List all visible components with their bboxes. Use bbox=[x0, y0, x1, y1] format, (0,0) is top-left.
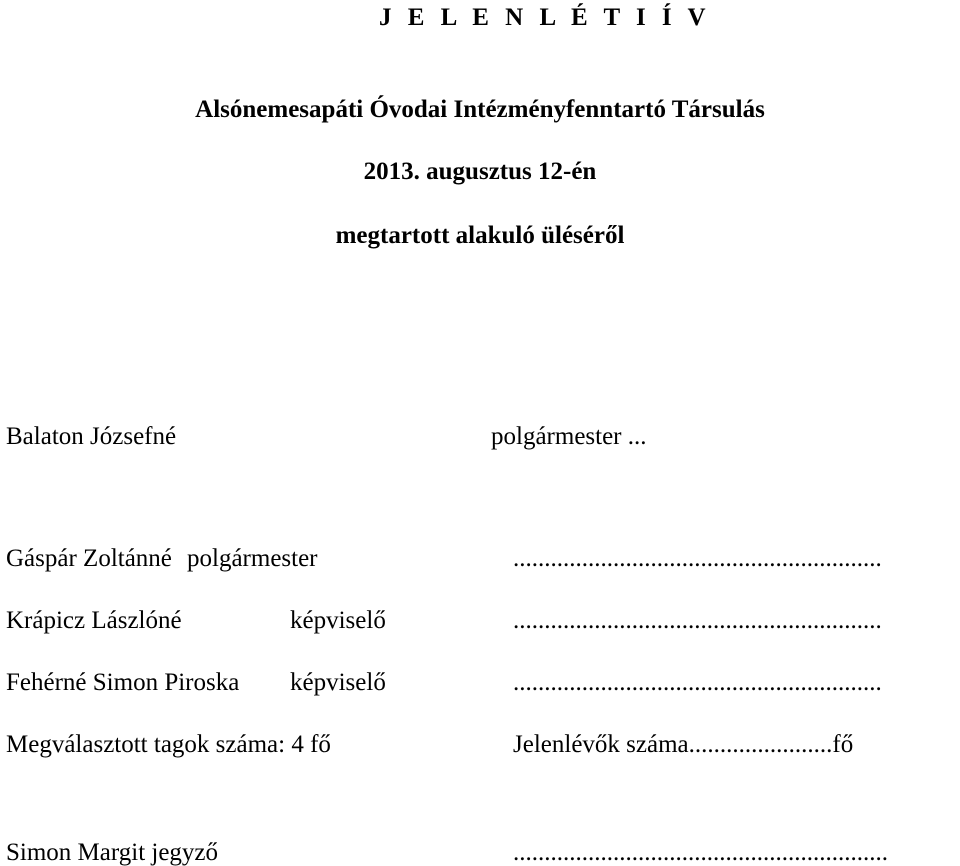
clerk-signature-line: ............................................................ bbox=[513, 840, 888, 865]
organization-name: Alsónemesapáti Óvodai Intézményfenntartó Társulás bbox=[195, 96, 765, 123]
document-title: J E L E N L É T I Í V bbox=[379, 4, 711, 31]
clerk-name-role: Simon Margit jegyző bbox=[6, 839, 219, 866]
attendee-role: képviselő bbox=[290, 607, 386, 634]
attendee-signature-line: ........................................................... bbox=[513, 670, 882, 695]
attendee-name: Krápicz Lászlóné bbox=[6, 607, 182, 634]
elected-members-count: Megválasztott tagok száma: 4 fő bbox=[6, 731, 331, 758]
attendee-role: polgármester bbox=[187, 545, 318, 572]
mayor-role-signature: polgármester ... bbox=[491, 423, 647, 450]
attendee-signature-line: ........................................................... bbox=[513, 546, 882, 571]
attendee-signature-line: ........................................................... bbox=[513, 608, 882, 633]
meeting-description: megtartott alakuló üléséről bbox=[335, 222, 625, 249]
attendee-name: Fehérné Simon Piroska bbox=[6, 669, 240, 696]
mayor-name: Balaton Józsefné bbox=[6, 423, 177, 450]
attendee-role: képviselő bbox=[290, 669, 386, 696]
attendee-name: Gáspár Zoltánné bbox=[6, 545, 172, 572]
meeting-date: 2013. augusztus 12-én bbox=[363, 158, 597, 185]
present-members-count: Jelenlévők száma.......................fő bbox=[513, 731, 854, 758]
